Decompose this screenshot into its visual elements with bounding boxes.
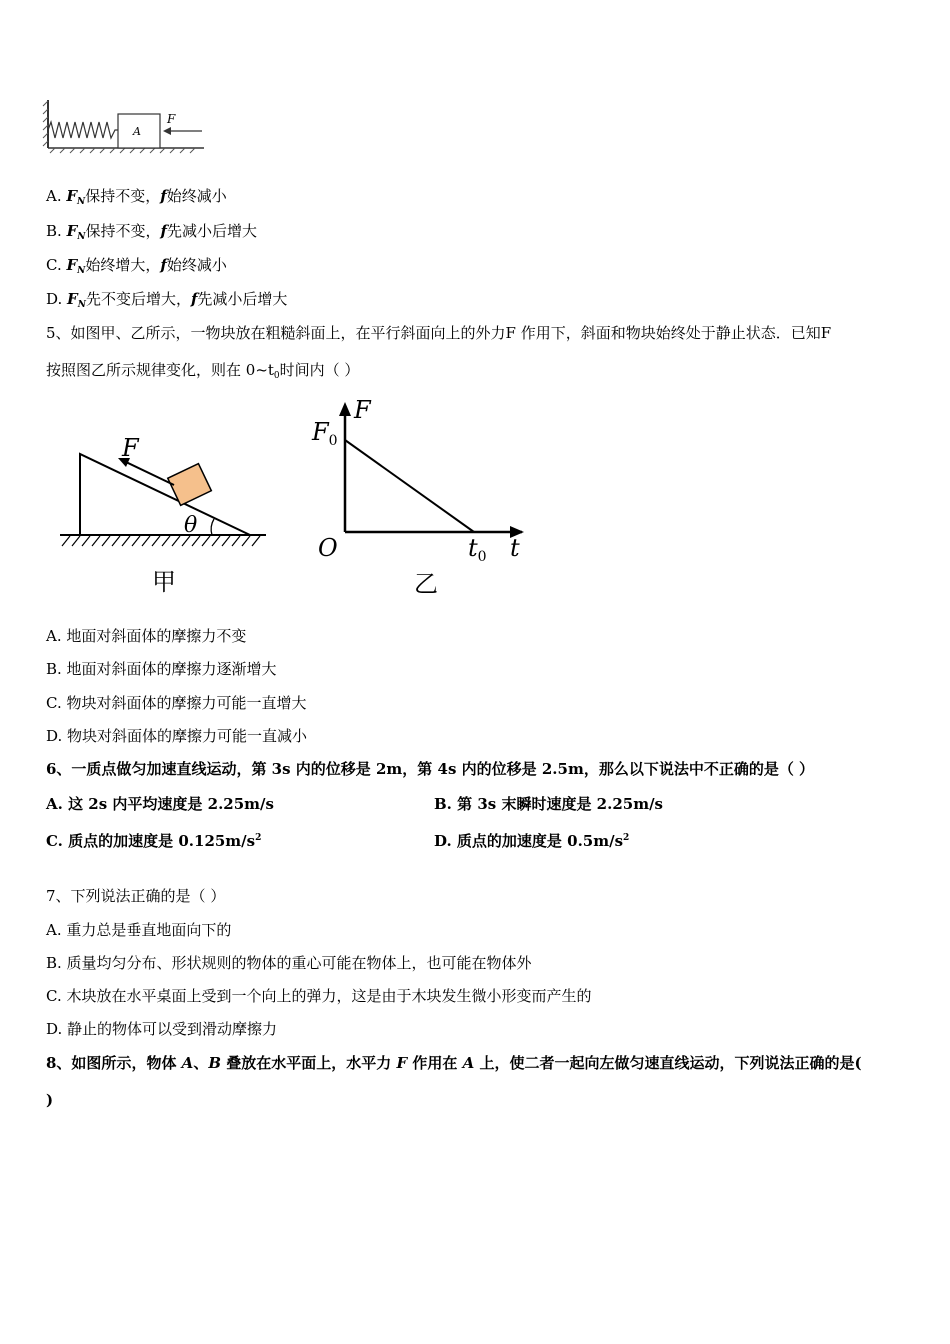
q6-stem: 6、一质点做匀加速直线运动，第 3s 内的位移是 2m，第 4s 内的位移是 2.5m，那么以下说法中不正确的是（ ） xyxy=(46,760,815,778)
q4-option-a[interactable]: A. $F_N$保持不变，f始终减小 xyxy=(46,187,227,207)
q6-option-d[interactable]: D. 质点的加速度是 $0.5m/s^2$ xyxy=(434,832,630,850)
graph-origin-label: O xyxy=(318,534,338,562)
q7-option-c[interactable]: C. 木块放在水平桌面上受到一个向上的弹力，这是由于木块发生微小形变而产生的 xyxy=(46,987,592,1005)
q8-stem-end: ) xyxy=(46,1091,54,1109)
fig-yi-caption: 乙 xyxy=(414,570,438,598)
graph-f0-label: $F_0$ xyxy=(312,418,338,449)
incline-force-label: F xyxy=(122,434,139,462)
angle-theta-label: θ xyxy=(184,513,198,538)
q4-option-d[interactable]: D. $F_N$先不变后增大，f先减小后增大 xyxy=(46,290,288,310)
graph-f-axis-label: F xyxy=(354,396,371,424)
q6-option-a[interactable]: A. 这 2s 内平均速度是 2.25m/s xyxy=(46,795,274,813)
spring xyxy=(48,122,118,138)
q6-option-c[interactable]: C. 质点的加速度是 $0.125m/s^2$ xyxy=(46,832,262,850)
block-a-label: A xyxy=(133,125,141,138)
q5-stem-line1: 5、如图甲、乙所示，一物块放在粗糙斜面上，在平行斜面向上的外力F 作用下，斜面和物块始终处于静止状态．已知F xyxy=(46,324,832,342)
q7-stem: 7、下列说法正确的是（ ） xyxy=(46,887,226,905)
fig-jia-caption: 甲 xyxy=(152,568,176,596)
force-f-label: F xyxy=(167,112,176,126)
q5-option-a[interactable]: A. 地面对斜面体的摩擦力不变 xyxy=(46,627,247,645)
q7-option-a[interactable]: A. 重力总是垂直地面向下的 xyxy=(46,921,232,939)
q5-stem-line2: 按照图乙所示规律变化，则在 $0\sim t_0$时间内（ ） xyxy=(46,361,360,381)
f-t-graph xyxy=(310,396,536,600)
q7-option-b[interactable]: B. 质量均匀分布、形状规则的物体的重心可能在物体上，也可能在物体外 xyxy=(46,954,532,972)
q5-option-d[interactable]: D. 物块对斜面体的摩擦力可能一直减小 xyxy=(46,727,308,745)
q5-option-c[interactable]: C. 物块对斜面体的摩擦力可能一直增大 xyxy=(46,694,307,712)
q5-option-b[interactable]: B. 地面对斜面体的摩擦力逐渐增大 xyxy=(46,660,277,678)
q7-option-d[interactable]: D. 静止的物体可以受到滑动摩擦力 xyxy=(46,1020,278,1038)
graph-t0-label: $t_0$ xyxy=(468,534,487,565)
incline-figure xyxy=(54,424,274,600)
q4-option-c[interactable]: C. $F_N$始终增大，f始终减小 xyxy=(46,256,227,276)
spring-block-figure xyxy=(42,96,212,158)
q6-option-b[interactable]: B. 第 3s 末瞬时速度是 2.25m/s xyxy=(434,795,663,813)
q8-stem: 8、如图所示，物体 A、B 叠放在水平面上，水平力 F 作用在 A 上，使二者一起向左做匀速直线运动，下列说法正确的是( xyxy=(46,1054,862,1072)
q4-option-b[interactable]: B. $F_N$保持不变，f先减小后增大 xyxy=(46,222,257,242)
graph-t-axis-label: t xyxy=(510,534,520,562)
